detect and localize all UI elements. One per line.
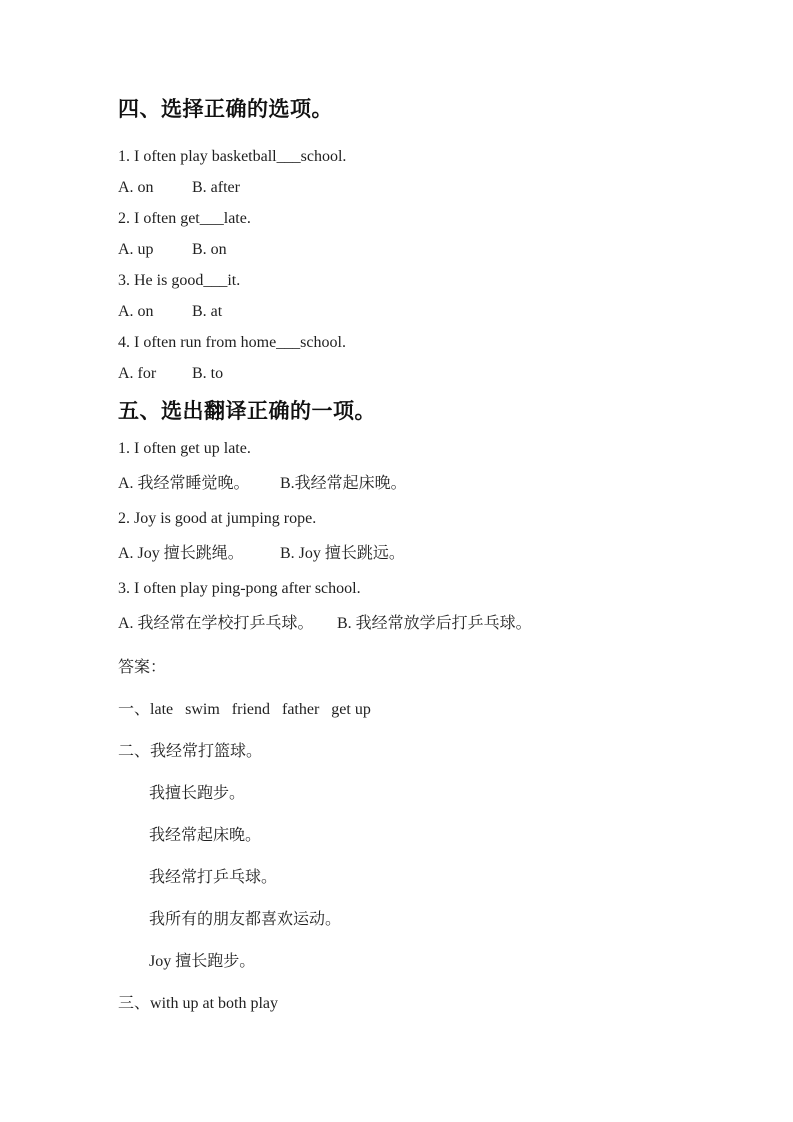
section5-question-2: 2. Joy is good at jumping rope. — [118, 510, 317, 527]
section-4-heading: 四、选择正确的选项。 — [118, 98, 333, 121]
section4-question-3: 3. He is good___it. — [118, 272, 241, 289]
section5-options-3 — [118, 616, 733, 632]
option-b: B. Joy 擅长跳远。 — [280, 545, 405, 562]
option-b: B. 我经常放学后打乒乓球。 — [337, 615, 532, 632]
answer-three-text: with up at both play — [150, 995, 278, 1012]
option-a: A. on — [118, 179, 154, 196]
section5-question-1: 1. I often get up late. — [118, 440, 251, 457]
answer-three — [118, 996, 733, 1012]
option-b: B. at — [192, 303, 223, 320]
answer-one — [118, 702, 733, 718]
option-a: A. 我经常睡觉晚。 — [118, 475, 250, 492]
section4-options-3 — [118, 304, 733, 320]
section4-question-1: 1. I often play basketball___school. — [118, 148, 347, 165]
section5-options-1 — [118, 476, 733, 492]
answer-one-text: late swim friend father get up — [150, 701, 371, 718]
section4-question-4: 4. I often run from home___school. — [118, 334, 346, 351]
option-b: B. after — [192, 179, 240, 196]
answer-two — [118, 744, 733, 760]
option-a: A. up — [118, 241, 154, 258]
answer-two-subline: 我经常打乒乓球。 — [149, 869, 278, 886]
answer-two-prefix: 二、 — [118, 743, 151, 760]
section4-question-2: 2. I often get___late. — [118, 210, 251, 227]
answers-label: 答案： — [118, 659, 167, 676]
option-b: B. to — [192, 365, 224, 382]
section4-options-4 — [118, 366, 733, 382]
option-b: B. on — [192, 241, 227, 258]
section-5 — [118, 401, 733, 632]
answer-two-subline: 我所有的朋友都喜欢运动。 — [149, 911, 342, 928]
section-4 — [118, 99, 733, 382]
option-a: A. on — [118, 303, 154, 320]
answer-two-subline: Joy 擅长跑步。 — [149, 953, 256, 970]
answer-two-text: 我经常打篮球。 — [150, 743, 263, 760]
section-5-heading: 五、选出翻译正确的一项。 — [118, 400, 376, 423]
section4-options-1 — [118, 180, 733, 196]
answer-three-prefix: 三、 — [118, 995, 151, 1012]
section4-options-2 — [118, 242, 733, 258]
section5-question-3: 3. I often play ping-pong after school. — [118, 580, 361, 597]
answers-section — [118, 660, 733, 1012]
option-a: A. for — [118, 365, 157, 382]
answer-two-subline: 我擅长跑步。 — [149, 785, 246, 802]
answer-two-subline: 我经常起床晚。 — [149, 827, 262, 844]
option-a: A. 我经常在学校打乒乓球。 — [118, 615, 314, 632]
answer-one-prefix: 一、 — [118, 701, 151, 718]
option-a: A. Joy 擅长跳绳。 — [118, 545, 244, 562]
option-b: B.我经常起床晚。 — [280, 475, 407, 492]
section5-options-2 — [118, 546, 733, 562]
